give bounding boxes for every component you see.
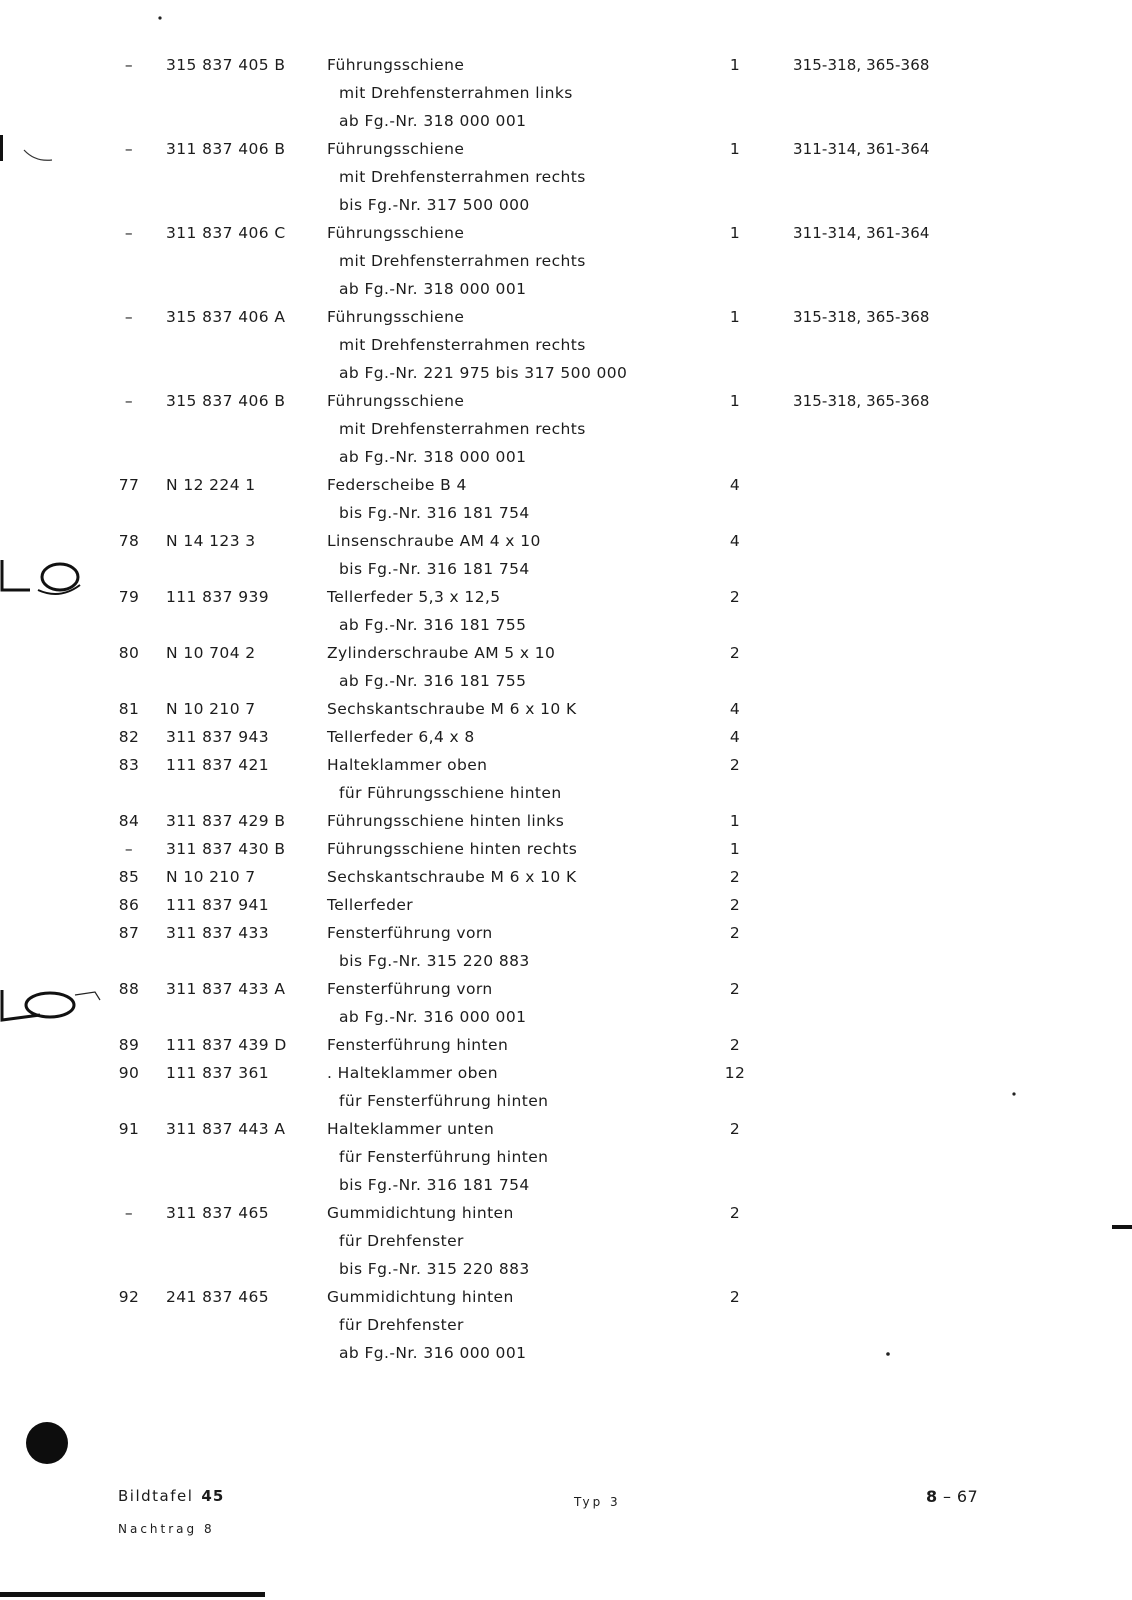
description: Gummidichtung hinten — [327, 1288, 514, 1306]
description: Linsenschraube AM 4 x 10 — [327, 532, 541, 550]
parts-row-continuation — [0, 363, 1132, 391]
part-number: 311 837 406 C — [166, 224, 286, 242]
description: ab Fg.-Nr. 318 000 001 — [339, 448, 527, 466]
description: Halteklammer unten — [327, 1120, 495, 1138]
parts-row-continuation — [0, 1175, 1132, 1203]
quantity: 1 — [729, 812, 741, 830]
item-number: – — [124, 1204, 134, 1222]
parts-row — [0, 699, 1132, 727]
item-number: 89 — [118, 1036, 140, 1054]
parts-row — [0, 727, 1132, 755]
parts-row-continuation — [0, 83, 1132, 111]
parts-row-continuation — [0, 783, 1132, 811]
part-number: 311 837 443 A — [166, 1120, 286, 1138]
item-number: 88 — [118, 980, 140, 998]
parts-row-continuation — [0, 251, 1132, 279]
description: Führungsschiene — [327, 224, 465, 242]
parts-row-continuation — [0, 503, 1132, 531]
description: Gummidichtung hinten — [327, 1204, 514, 1222]
quantity: 4 — [729, 476, 741, 494]
description: Federscheibe B 4 — [327, 476, 467, 494]
parts-row — [0, 895, 1132, 923]
part-number: 311 837 430 B — [166, 840, 286, 858]
parts-row — [0, 811, 1132, 839]
part-number: 315 837 406 A — [166, 308, 286, 326]
parts-row-continuation — [0, 195, 1132, 223]
quantity: 2 — [729, 588, 741, 606]
quantity: 2 — [729, 924, 741, 942]
description: bis Fg.-Nr. 316 181 754 — [339, 560, 530, 578]
description: bis Fg.-Nr. 316 181 754 — [339, 504, 530, 522]
item-number: 91 — [118, 1120, 140, 1138]
part-number: 315 837 406 B — [166, 392, 286, 410]
part-number: 311 837 433 A — [166, 980, 286, 998]
parts-row-continuation — [0, 1091, 1132, 1119]
description: bis Fg.-Nr. 315 220 883 — [339, 952, 530, 970]
item-number: – — [124, 840, 134, 858]
description: ab Fg.-Nr. 316 181 755 — [339, 616, 527, 634]
description: mit Drehfensterrahmen rechts — [339, 336, 586, 354]
parts-row — [0, 867, 1132, 895]
remark: 311-314, 361-364 — [793, 140, 930, 158]
parts-row — [0, 1203, 1132, 1231]
quantity: 2 — [729, 896, 741, 914]
description: bis Fg.-Nr. 316 181 754 — [339, 1176, 530, 1194]
description: Tellerfeder — [327, 896, 414, 914]
parts-row — [0, 1035, 1132, 1063]
description: . Halteklammer oben — [327, 1064, 499, 1082]
description: Führungsschiene — [327, 140, 465, 158]
description: Fensterführung hinten — [327, 1036, 509, 1054]
description: Tellerfeder 6,4 x 8 — [327, 728, 475, 746]
remark: 311-314, 361-364 — [793, 224, 930, 242]
parts-row — [0, 1119, 1132, 1147]
description: mit Drehfensterrahmen rechts — [339, 252, 586, 270]
item-number: – — [124, 224, 134, 242]
parts-row-continuation — [0, 279, 1132, 307]
parts-row-continuation — [0, 335, 1132, 363]
parts-row — [0, 1063, 1132, 1091]
description: mit Drehfensterrahmen rechts — [339, 168, 586, 186]
parts-row — [0, 1287, 1132, 1315]
part-number: 111 837 421 — [166, 756, 270, 774]
quantity: 2 — [729, 980, 741, 998]
description: Führungsschiene hinten links — [327, 812, 565, 830]
part-number: 111 837 361 — [166, 1064, 270, 1082]
part-number: 111 837 941 — [166, 896, 270, 914]
item-number: 80 — [118, 644, 140, 662]
part-number: N 10 210 7 — [166, 700, 256, 718]
quantity: 4 — [729, 532, 741, 550]
parts-row-continuation — [0, 419, 1132, 447]
part-number: 311 837 465 — [166, 1204, 270, 1222]
description: mit Drehfensterrahmen links — [339, 84, 573, 102]
parts-row — [0, 643, 1132, 671]
parts-row — [0, 979, 1132, 1007]
description: für Drehfenster — [339, 1316, 464, 1334]
parts-row-continuation — [0, 167, 1132, 195]
parts-row — [0, 475, 1132, 503]
description: ab Fg.-Nr. 316 000 001 — [339, 1008, 527, 1026]
parts-row-continuation — [0, 1315, 1132, 1343]
description: Sechskantschraube M 6 x 10 K — [327, 868, 577, 886]
parts-row-continuation — [0, 951, 1132, 979]
description: für Drehfenster — [339, 1232, 464, 1250]
quantity: 1 — [729, 308, 741, 326]
part-number: 111 837 939 — [166, 588, 270, 606]
part-number: 311 837 406 B — [166, 140, 286, 158]
description: Sechskantschraube M 6 x 10 K — [327, 700, 577, 718]
item-number: 81 — [118, 700, 140, 718]
remark: 315-318, 365-368 — [793, 392, 930, 410]
page-number: 8 – 67 — [926, 1487, 979, 1506]
bildtafel-number: 45 — [201, 1487, 225, 1505]
quantity: 1 — [729, 840, 741, 858]
description: für Fensterführung hinten — [339, 1092, 549, 1110]
item-number: – — [124, 56, 134, 74]
parts-row-continuation — [0, 1343, 1132, 1371]
item-number: 83 — [118, 756, 140, 774]
parts-row — [0, 55, 1132, 83]
item-number: 85 — [118, 868, 140, 886]
parts-row — [0, 391, 1132, 419]
parts-row — [0, 223, 1132, 251]
description: bis Fg.-Nr. 315 220 883 — [339, 1260, 530, 1278]
remark: 315-318, 365-368 — [793, 56, 930, 74]
part-number: N 12 224 1 — [166, 476, 256, 494]
description: ab Fg.-Nr. 318 000 001 — [339, 112, 527, 130]
quantity: 2 — [729, 644, 741, 662]
nachtrag-label: Nachtrag 8 — [118, 1522, 215, 1536]
parts-row — [0, 755, 1132, 783]
item-number: 78 — [118, 532, 140, 550]
description: Fensterführung vorn — [327, 980, 493, 998]
part-number: N 10 210 7 — [166, 868, 256, 886]
item-number: – — [124, 140, 134, 158]
parts-row — [0, 531, 1132, 559]
description: ab Fg.-Nr. 221 975 bis 317 500 000 — [339, 364, 628, 382]
quantity: 2 — [729, 756, 741, 774]
parts-row-continuation — [0, 1259, 1132, 1287]
parts-row-continuation — [0, 1231, 1132, 1259]
item-number: – — [124, 308, 134, 326]
parts-row-continuation — [0, 615, 1132, 643]
quantity: 2 — [729, 1120, 741, 1138]
item-number: 90 — [118, 1064, 140, 1082]
parts-row — [0, 923, 1132, 951]
parts-row-continuation — [0, 559, 1132, 587]
item-number: 86 — [118, 896, 140, 914]
description: ab Fg.-Nr. 316 000 001 — [339, 1344, 527, 1362]
part-number: 111 837 439 D — [166, 1036, 287, 1054]
quantity: 2 — [729, 1204, 741, 1222]
quantity: 4 — [729, 728, 741, 746]
parts-row-continuation — [0, 447, 1132, 475]
description: ab Fg.-Nr. 316 181 755 — [339, 672, 527, 690]
quantity: 2 — [729, 1036, 741, 1054]
description: für Führungsschiene hinten — [339, 784, 562, 802]
description: Fensterführung vorn — [327, 924, 493, 942]
parts-row — [0, 307, 1132, 335]
parts-row — [0, 839, 1132, 867]
part-number: 315 837 405 B — [166, 56, 286, 74]
part-number: 311 837 429 B — [166, 812, 286, 830]
bildtafel-label: Bildtafel 45 — [118, 1487, 225, 1505]
description: Tellerfeder 5,3 x 12,5 — [327, 588, 501, 606]
parts-row-continuation — [0, 1147, 1132, 1175]
description: ab Fg.-Nr. 318 000 001 — [339, 280, 527, 298]
parts-row-continuation — [0, 671, 1132, 699]
type-label: Typ 3 — [574, 1495, 621, 1509]
item-number: 77 — [118, 476, 140, 494]
remark: 315-318, 365-368 — [793, 308, 930, 326]
quantity: 2 — [729, 1288, 741, 1306]
part-number: N 10 704 2 — [166, 644, 256, 662]
quantity: 1 — [729, 140, 741, 158]
item-number: 79 — [118, 588, 140, 606]
description: Zylinderschraube AM 5 x 10 — [327, 644, 556, 662]
description: mit Drehfensterrahmen rechts — [339, 420, 586, 438]
part-number: 311 837 943 — [166, 728, 270, 746]
description: Führungsschiene — [327, 392, 465, 410]
item-number: 87 — [118, 924, 140, 942]
parts-row-continuation — [0, 111, 1132, 139]
description: Führungsschiene — [327, 308, 465, 326]
description: für Fensterführung hinten — [339, 1148, 549, 1166]
part-number: N 14 123 3 — [166, 532, 256, 550]
quantity: 1 — [729, 392, 741, 410]
quantity: 2 — [729, 868, 741, 886]
description: Führungsschiene hinten rechts — [327, 840, 578, 858]
part-number: 311 837 433 — [166, 924, 270, 942]
parts-row — [0, 139, 1132, 167]
description: Halteklammer oben — [327, 756, 488, 774]
item-number: 82 — [118, 728, 140, 746]
item-number: – — [124, 392, 134, 410]
item-number: 84 — [118, 812, 140, 830]
parts-row-continuation — [0, 1007, 1132, 1035]
description: bis Fg.-Nr. 317 500 000 — [339, 196, 530, 214]
quantity: 12 — [724, 1064, 746, 1082]
quantity: 1 — [729, 224, 741, 242]
quantity: 4 — [729, 700, 741, 718]
quantity: 1 — [729, 56, 741, 74]
description: Führungsschiene — [327, 56, 465, 74]
part-number: 241 837 465 — [166, 1288, 270, 1306]
item-number: 92 — [118, 1288, 140, 1306]
parts-row — [0, 587, 1132, 615]
